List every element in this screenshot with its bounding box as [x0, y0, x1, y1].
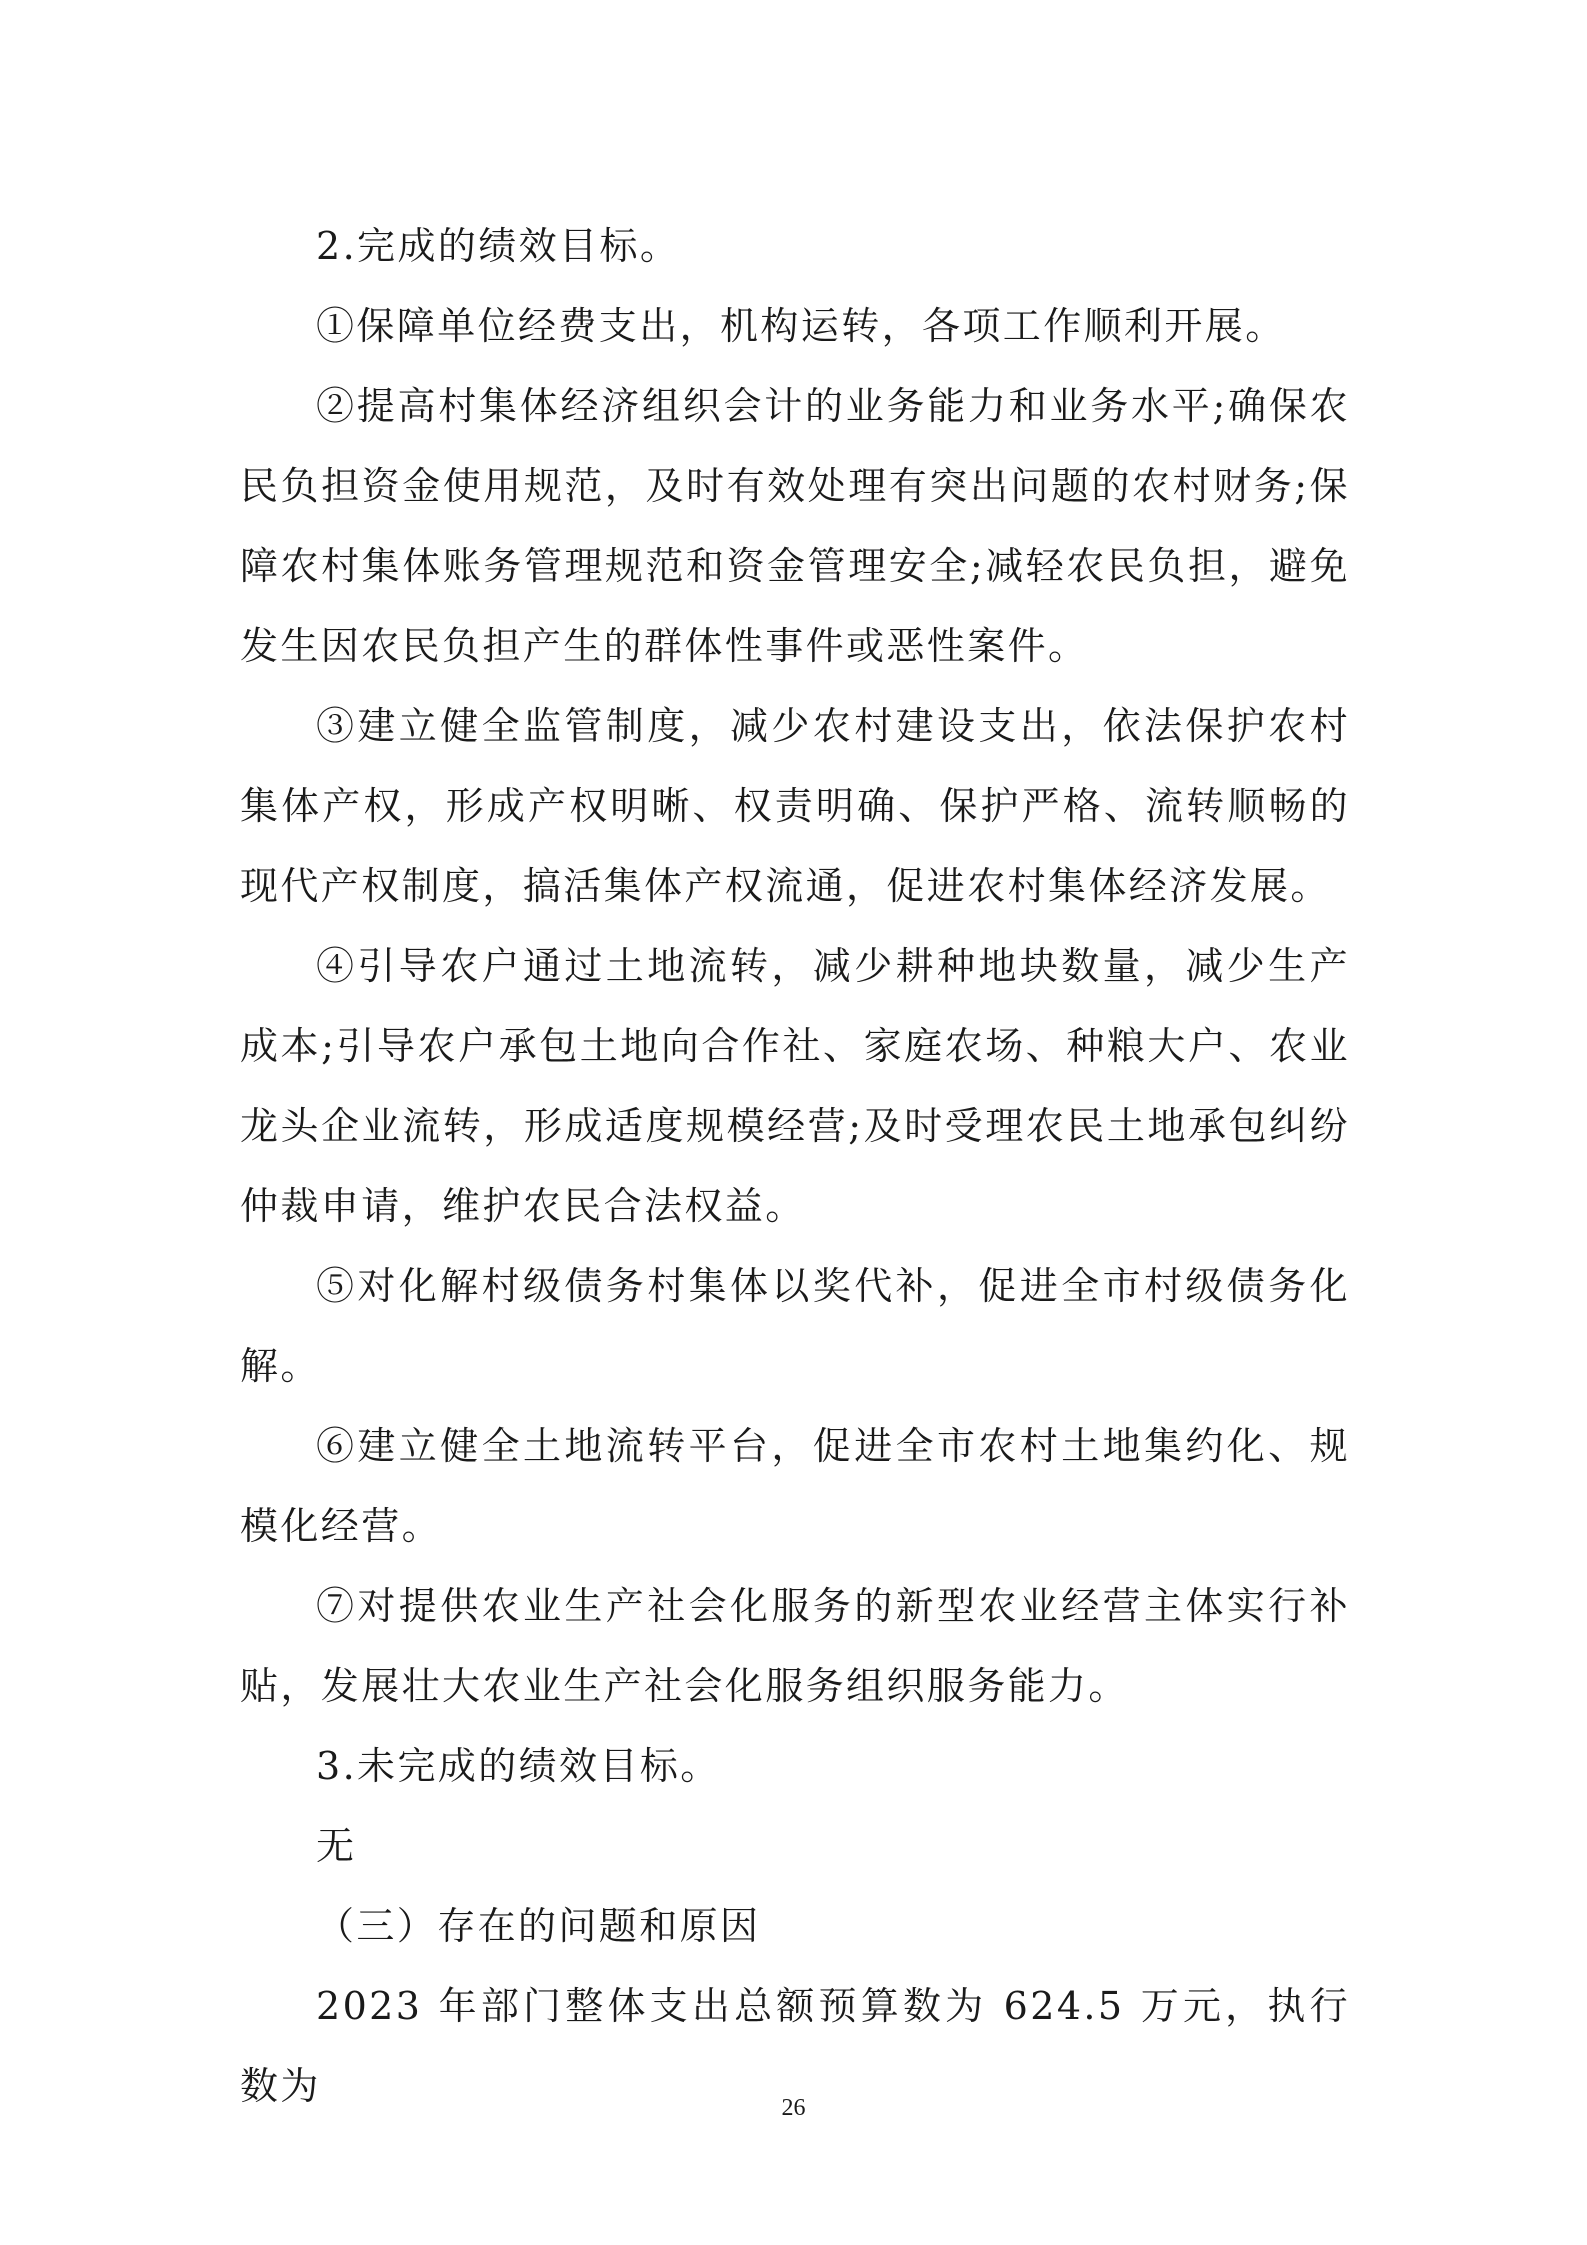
paragraph-goal-2: ②提高村集体经济组织会计的业务能力和业务水平;确保农民负担资金使用规范，及时有效处理有突出问题的农村财务;保障农村集体账务管理规范和资金管理安全;减轻农民负担，避免发生因农民负担产生的群体性事件或恶性案件。	[240, 384, 1350, 668]
paragraph-goal-7: ⑦对提供农业生产社会化服务的新型农业经营主体实行补贴，发展壮大农业生产社会化服务组织服务能力。	[240, 1584, 1350, 1708]
paragraph-goal-6: ⑥建立健全土地流转平台，促进全市农村土地集约化、规模化经营。	[240, 1424, 1350, 1548]
paragraph-uncompleted-goals-heading: 3.未完成的绩效目标。	[316, 1744, 721, 1788]
body-text	[240, 206, 1350, 2126]
paragraph-none: 无	[316, 1824, 357, 1868]
paragraph-goal-1: ①保障单位经费支出，机构运转，各项工作顺利开展。	[316, 304, 1286, 348]
paragraph-budget: 2023 年部门整体支出总额预算数为 624.5 万元，执行数为	[240, 1984, 1350, 2108]
paragraph-goal-3: ③建立健全监管制度，减少农村建设支出，依法保护农村集体产权，形成产权明晰、权责明确、保护严格、流转顺畅的现代产权制度，搞活集体产权流通，促进农村集体经济发展。	[240, 704, 1350, 908]
paragraph-completed-goals-heading: 2.完成的绩效目标。	[316, 224, 681, 268]
paragraph-goal-4: ④引导农户通过土地流转，减少耕种地块数量，减少生产成本;引导农户承包土地向合作社、家庭农场、种粮大户、农业龙头企业流转，形成适度规模经营;及时受理农民土地承包纠纷仲裁申请，维护农民合法权益。	[240, 944, 1350, 1228]
paragraph-goal-5: ⑤对化解村级债务村集体以奖代补，促进全市村级债务化解。	[240, 1264, 1350, 1388]
section-heading-problems: （三）存在的问题和原因	[316, 1904, 761, 1948]
page-number: 26	[781, 2095, 806, 2121]
